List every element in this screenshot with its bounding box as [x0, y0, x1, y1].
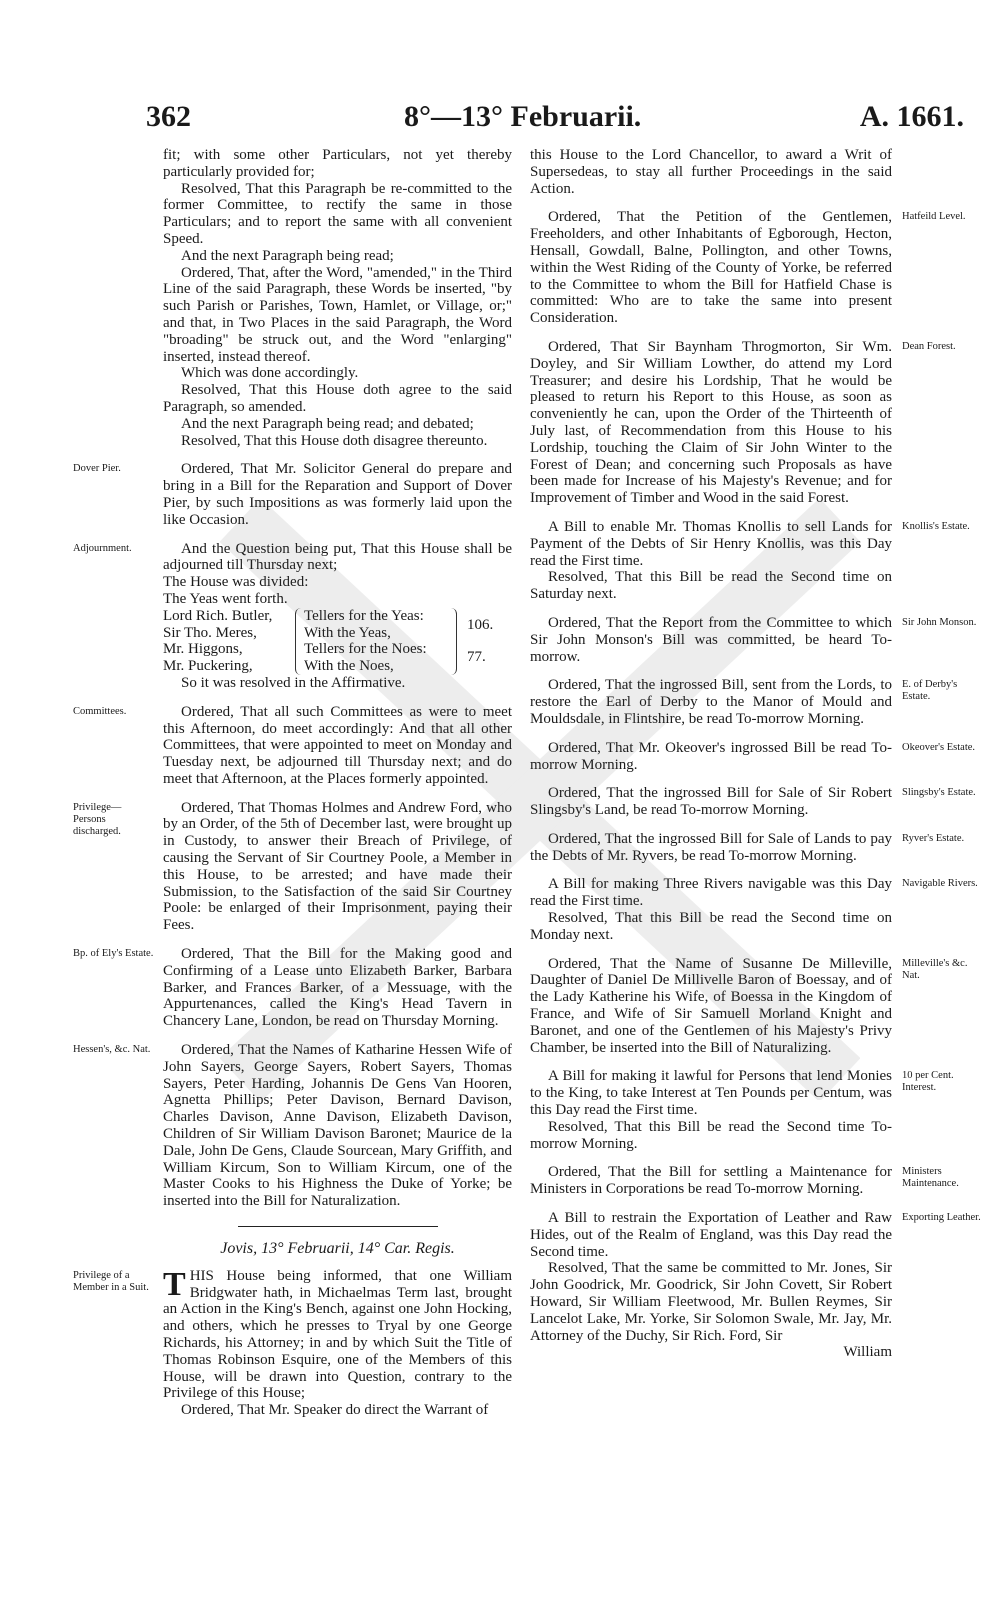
entry-paragraph: The House was divided: — [163, 574, 309, 591]
journal-entry — [163, 147, 512, 449]
entry-paragraph: Ordered, That the ingrossed Bill for Sale of Lands to pay the Debts of Mr. Ryvers, be read To-morrow Morning. — [530, 830, 892, 864]
entry-paragraph: fit; with some other Particulars, not yet thereby particularly provided for; — [163, 147, 512, 180]
journal-entry — [530, 677, 958, 727]
entry-paragraph: Resolved, That this Paragraph be re-committed to the former Committee, to rectify the same in those Particulars; and to report the same with all convenient Speed. — [163, 180, 512, 247]
entry-paragraph: Resolved, That this Bill be read the Second time on Saturday next. — [530, 569, 892, 603]
margin-note: Ryver's Estate. — [902, 832, 965, 844]
journal-entry — [530, 1210, 981, 1344]
page-year: A. 1661. — [859, 100, 964, 133]
journal-entry — [530, 876, 978, 943]
entry-paragraph: Ordered, That the Petition of the Gentlemen, Freeholders, and other Inhabitants of Egborough, Hecton, Hensall, Gowdall, Balne, Pollington, and other Towns, within the West Riding of the County of Yorke, be referred to the Committee to whom the Bill for Hatfield Chase is committed: Who are to take the same into present Consideration. — [530, 209, 892, 327]
margin-note: Committees. — [73, 705, 127, 717]
journal-entry — [530, 739, 976, 774]
margin-note: Privilege— Persons discharged. — [73, 801, 122, 837]
journal-entry — [530, 785, 976, 819]
journal-entry — [73, 1042, 512, 1210]
catchword: William — [843, 1344, 892, 1361]
privilege-text: HIS House being informed, that one William Bridgwater hath, in Michaelmas Term last, brought an Action in the King's Bench, against one John Hocking, and others, which he presses to Tryal by one George Richards, his Attorney; in and by which Suit the Title of Thomas Robinson Esquire, one of the Members of this House, will be drawn into Question, contrary to the Privilege of this House; — [163, 1267, 512, 1402]
margin-note: Dover Pier. — [73, 463, 121, 475]
tellers-division — [163, 608, 512, 692]
margin-note: Slingsby's Estate. — [902, 787, 976, 799]
entry-paragraph: Ordered, That the Name of Susanne De Milleville, Daughter of Daniel De Millivelle Baron of Boessay, and of the Lady Katherine his Wife, of Boessa in the Kingdom of France, and Wife of Sir Samuell Morland Knight and Baronet, and one of the Gentlemen of his Majesty's Privy Chamber, be inserted into the Bill of Naturalizing. — [530, 955, 892, 1056]
entry-paragraph: And the Question being put, That this House shall be adjourned till Thursday next; — [163, 540, 512, 574]
entry-paragraph: Resolved, That this House doth disagree thereunto. — [181, 432, 488, 449]
teller-name: Mr. Higgons, — [163, 641, 243, 658]
entry-paragraph: And the next Paragraph being read; — [181, 247, 394, 264]
margin-note: Knollis's Estate. — [902, 520, 970, 532]
page-header — [0, 100, 992, 140]
journal-entry — [530, 147, 892, 197]
journal-entry — [73, 540, 512, 608]
entry-paragraph: Ordered, That Sir Baynham Throgmorton, Sir Wm. Doyley, and Sir William Lowther, do attend my Lord Treasurer; and desire his Lordship, That he would be pleased to return his Report to this House, as soon as conveniently he can, upon the Order of the Thirteenth of July last, of Recommendation from this House to his Lordship, touching the Claim of Sir John Winter to the Forest of Dean; and concerning such Proposals as have been made for Increase of his Majesty's Revenue; and for Improvement of Timber and Wood in the said Forest. — [530, 338, 892, 507]
margin-note: Sir John Monson. — [902, 616, 977, 628]
journal-entry — [530, 518, 970, 603]
entry-paragraph: Ordered, That the ingrossed Bill for Sale of Sir Robert Slingsby's Land, be read To-morrow Morning. — [530, 785, 892, 819]
entry-paragraph: Resolved, That this House doth agree to the said Paragraph, so amended. — [163, 382, 512, 415]
margin-note: Adjournment. — [73, 542, 132, 554]
margin-note: 10 per Cent. Interest. — [902, 1070, 954, 1094]
margin-note: Ministers Maintenance. — [902, 1166, 959, 1190]
entry-paragraph: Resolved, That the same be committed to Mr. Jones, Sir John Goodrick, Mr. Goodrick, Sir John Covett, Sir Robert Howard, Sir William Fleetwood, Mr. Bullen Reymes, Sir Lancelot Lake, Mr. Yorke, Sir Solomon Swale, Mr. Jay, Mr. Attorney of the Duchy, Sir Rich. Ford, Sir — [530, 1260, 892, 1344]
journal-entry — [530, 955, 968, 1057]
division-counts — [457, 617, 507, 667]
margin-note: E. of Derby's Estate. — [902, 679, 958, 703]
entry-paragraph: Ordered, That Thomas Holmes and Andrew Ford, who by an Order, of the 5th of December last, were brought up in Custody, to answer their Breach of Privilege, of causing the Servant of Sir Courtney Poole, a Member in this House, to be arrested; and have made their Submission, to the Satisfaction of the said Sir Courtney Poole: be enlarged of their Imprisonment, paying their Fees. — [163, 799, 512, 934]
entry-paragraph: Ordered, That the Bill for settling a Maintenance for Ministers in Corporations be read To-morrow Morning. — [530, 1164, 892, 1198]
day-heading: Jovis, 13° Februarii, 14° Car. Regis. — [220, 1240, 455, 1258]
journal-entry — [73, 703, 512, 788]
journal-entry — [73, 461, 512, 528]
division-result: So it was resolved in the Affirmative. — [181, 674, 406, 691]
teller-names — [163, 608, 295, 675]
margin-note: Dean Forest. — [902, 340, 956, 352]
left-column — [73, 147, 512, 1419]
entry-paragraph: And the next Paragraph being read; and debated; — [181, 415, 474, 432]
page-number: 362 — [146, 100, 191, 133]
journal-entry — [530, 830, 965, 865]
entry-paragraph: Resolved, That this Bill be read the Second time on Monday next. — [530, 910, 892, 943]
margin-note: Milleville's &c. Nat. — [902, 957, 968, 981]
entry-paragraph: Ordered, That Mr. Solicitor General do prepare and bring in a Bill for the Reparation and Support of Dover Pier, by such Impositions as was formerly laid upon the like Occasion. — [163, 461, 512, 528]
entry-paragraph: Ordered, That Mr. Okeover's ingrossed Bill be read To-morrow Morning. — [530, 739, 892, 773]
yeas-count: 106. — [467, 616, 494, 633]
teller-name: Lord Rich. Butler, — [163, 607, 273, 624]
noes-count: 77. — [467, 649, 486, 666]
entry-paragraph: Ordered, That the Names of Katharine Hessen Wife of John Sayers, George Sayers, Robert Sayers, Thomas Sayers, Peter Harding, Johannis De Gens Van Hooren, Agnetta Phillips; Peter Davison, Bernard Davison, Charles Davison, Anne Davison, Elizabeth Davison, Children of Sir William Davison Baronet; Maurice de la Dale, John De Gens, Claude Sourcean, Mary Griffith, and William Kircum, Son to William Kircum, one of the Master Cooks to his Highness the Duke of Yorke; be inserted into the Bill for Naturalization. — [163, 1042, 512, 1210]
section-divider — [238, 1226, 438, 1227]
margin-note: Exporting Leather. — [902, 1212, 981, 1224]
teller-roles — [295, 608, 457, 675]
margin-note: Hessen's, &c. Nat. — [73, 1044, 151, 1056]
privilege-entry — [73, 1265, 512, 1419]
entry-paragraph: Ordered, That the Report from the Committee to which Sir John Monson's Bill was committed, be heard To-morrow. — [530, 614, 892, 665]
entry-paragraph: Ordered, That the ingrossed Bill, sent from the Lords, to restore the Earl of Derby to the Manor of Mould and Mouldsdale, in Flintshire, be read To-morrow Morning. — [530, 677, 892, 727]
teller-role: With the Yeas, — [304, 624, 391, 641]
margin-note: Navigable Rivers. — [902, 878, 978, 890]
journal-entry — [530, 614, 977, 665]
journal-entry — [530, 1164, 959, 1198]
drop-cap: T — [163, 1265, 186, 1303]
entry-paragraph: The Yeas went forth. — [163, 590, 288, 607]
margin-note: Okeover's Estate. — [902, 741, 976, 753]
entry-paragraph: A Bill for making Three Rivers navigable was this Day read the First time. — [530, 876, 892, 910]
entry-paragraph: A Bill to restrain the Exportation of Leather and Raw Hides, out of the Realm of England, was this Day read the Second time. — [530, 1210, 892, 1260]
privilege-order: Ordered, That Mr. Speaker do direct the Warrant of — [181, 1402, 489, 1419]
journal-entry — [530, 1068, 954, 1152]
right-column — [530, 147, 981, 1361]
entry-paragraph: A Bill to enable Mr. Thomas Knollis to sell Lands for Payment of the Debts of Sir Henry Knollis, was this Day read the First time. — [530, 518, 892, 569]
teller-name: Sir Tho. Meres, — [163, 624, 257, 641]
entry-paragraph: this House to the Lord Chancellor, to award a Writ of Supersedeas, to stay all further Proceedings in the said Action. — [530, 147, 892, 197]
entry-paragraph: A Bill for making it lawful for Persons that lend Monies to the King, to take Interest at Ten Pounds per Centum, was this Day read the First time. — [530, 1068, 892, 1119]
margin-note: Hatfeild Level. — [902, 211, 966, 223]
entry-paragraph: Resolved, That this Bill be read the Second time To-morrow Morning. — [530, 1118, 892, 1152]
page-dates: 8°—13° Februarii. — [404, 100, 642, 133]
teller-name: Mr. Puckering, — [163, 658, 253, 675]
journal-entry — [530, 209, 966, 327]
journal-entry — [530, 338, 956, 507]
journal-entry — [73, 946, 512, 1030]
teller-role: Tellers for the Noes: — [304, 641, 427, 658]
margin-note: Privilege of a Member in a Suit. — [73, 1269, 149, 1293]
entry-paragraph: Ordered, That, after the Word, "amended," in the Third Line of the said Paragraph, these Words be inserted, "by such Parish or Parishes, Town, Hamlet, or Village, or;" and that, in Two Places in the said Paragraph, the Word "broading" be struck out, and the Word "enlarging" inserted, instead thereof. — [163, 264, 512, 365]
margin-note: Bp. of Ely's Estate. — [73, 948, 154, 960]
teller-role: With the Noes, — [304, 658, 394, 675]
entry-paragraph: Which was done accordingly. — [181, 365, 359, 382]
entry-paragraph: Ordered, That the Bill for the Making good and Confirming of a Lease unto Elizabeth Barker, Barbara Barker, and Frances Barker, of a Messuage, with the Appurtenances, called the King's Head Tavern in Chancery Lane, London, be read on Thursday Morning. — [163, 946, 512, 1030]
entry-paragraph: Ordered, That all such Committees as were to meet this Afternoon, do meet accordingly: And that all other Committees, that were appointed to meet on Monday and Tuesday next, be adjourned till Thursday next; and do meet that Afternoon, at the Places formerly appointed. — [163, 703, 512, 787]
teller-role: Tellers for the Yeas: — [304, 607, 424, 624]
journal-entry — [73, 799, 512, 934]
